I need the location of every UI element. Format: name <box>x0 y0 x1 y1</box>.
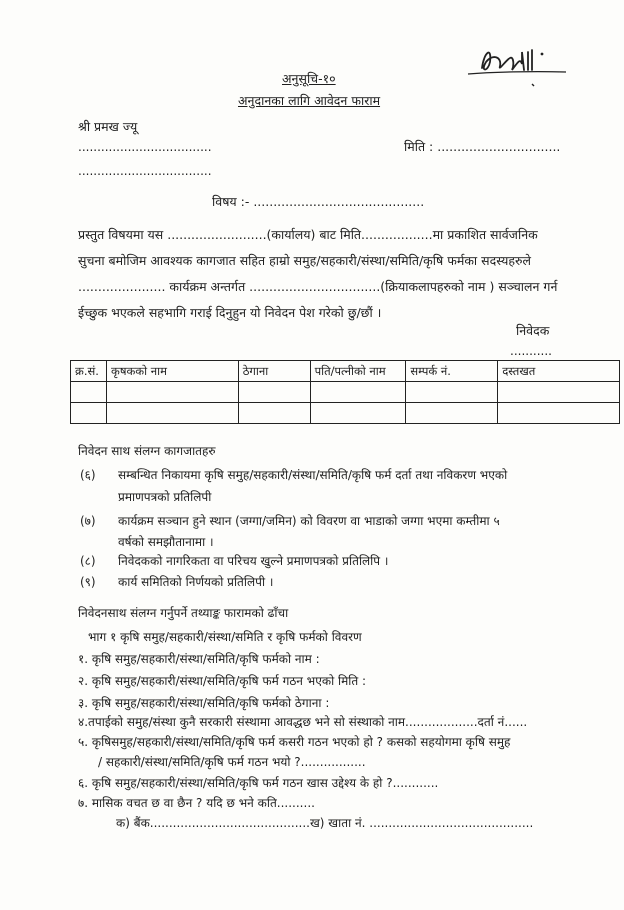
attachment-number: (७) <box>80 514 96 528</box>
table-header-row <box>71 361 620 382</box>
form-title: अनुदानका लागि आवेदन फाराम <box>238 93 381 108</box>
column-header: कृषकको नाम <box>106 361 238 382</box>
body-line: सुचना बमोजिम आवश्यक कागजात सहित हाम्रो समुह/सहकारी/संस्था/समिति/कृषि फर्मका सदस्यहरुले <box>78 253 531 268</box>
address-line-2: ................................... <box>78 164 212 178</box>
body-line: ...................... कार्यक्रम अन्तर्गत .................................(क्रियाकलापहरुको नाम ) सञ्चालन गर्न <box>78 279 558 294</box>
date-field: मिति : ............................... <box>404 139 561 154</box>
column-header: क्र.सं. <box>71 361 107 382</box>
annex-label: अनुसूचि-१० <box>282 71 336 86</box>
question-5-cont: / सहकारी/संस्था/समिति/कृषि फर्म गठन भयो ?................. <box>98 755 366 769</box>
body-line: ईच्छुक भएकले सहभागि गराई दिनुहुन यो निवेदन पेश गरेको छु/छौं । <box>78 305 382 320</box>
question-2: २. कृषि समुह/सहकारी/संस्था/समिति/कृषि फर्म गठन भएको मिति : <box>78 674 367 688</box>
attachment-number: (६) <box>80 468 96 482</box>
details-heading: निवेदनसाथ संलग्न गर्नुपर्ने तथ्याङ्क फारामको ढाँचा <box>78 606 289 620</box>
table-cell <box>498 403 620 424</box>
column-header: सम्पर्क नं. <box>406 361 498 382</box>
body-line: प्रस्तुत विषयमा यस .........................(कार्यालय) बाट मिति..................मा प्रकाशित सार्वजनिक <box>78 227 538 242</box>
addressee: श्री प्रमख ज्यू <box>78 119 138 134</box>
question-7-bank: क) बैंक..........................................ख) खाता नं. ........................................... <box>116 816 534 830</box>
attachments-heading: निवेदन साथ संलग्न कागजातहरु <box>78 444 216 458</box>
table-cell <box>310 382 406 403</box>
handwritten-signature <box>462 32 572 92</box>
column-header: पति/पत्नीको नाम <box>310 361 406 382</box>
attachment-text: सम्बन्धित निकायमा कृषि समुह/सहकारी/संस्था/समिति/कृषि फर्म दर्ता तथा नविकरण भएको <box>118 468 508 482</box>
table-row <box>71 382 620 403</box>
attachment-text: निवेदकको नागरिकता वा परिचय खुल्ने प्रमाणपत्रको प्रतिलिपि । <box>118 554 389 568</box>
attachment-text: कार्य समितिको निर्णयको प्रतिलिपी । <box>118 575 274 589</box>
part-heading: भाग १ कृषि समुह/सहकारी/संस्था/समिति र कृषि फर्मको विवरण <box>88 630 362 644</box>
table-cell <box>238 382 310 403</box>
question-6: ६. कृषि समुह/सहकारी/संस्था/समिति/कृषि फर्म गठन खास उद्देश्य के हो ?............ <box>78 776 439 790</box>
table-cell <box>106 403 238 424</box>
applicant-label: निवेदक <box>516 323 550 338</box>
subject-field: विषय :- ........................................... <box>212 194 425 209</box>
table-cell <box>406 382 498 403</box>
question-7: ७. मासिक वचत छ वा छैन ? यदि छ भने कति.......... <box>78 796 315 810</box>
table-cell <box>310 403 406 424</box>
attachment-number: (८) <box>80 554 96 568</box>
application-body <box>78 222 610 326</box>
table-cell <box>498 382 620 403</box>
question-4: ४.तपाईको समुह/संस्था कुनै सरकारी संस्थामा आवद्धछ भने सो संस्थाको नाम...................दर्ता नं...... <box>78 715 528 729</box>
table-cell <box>71 403 107 424</box>
column-header: दस्तखत <box>498 361 620 382</box>
attachment-number: (९) <box>80 575 96 589</box>
table-cell <box>71 382 107 403</box>
table-cell <box>406 403 498 424</box>
question-1: १. कृषि समुह/सहकारी/संस्था/समिति/कृषि फर्मको नाम : <box>78 652 320 666</box>
address-line-1: ................................... <box>78 140 212 154</box>
attachment-text-cont: वर्षको समझौतानामा । <box>118 535 214 549</box>
attachment-text-cont: प्रमाणपत्रको प्रतिलिपी <box>118 490 212 504</box>
question-3: ३. कृषि समुह/सहकारी/संस्था/समिति/कृषि फर्मको ठेगाना : <box>78 696 330 710</box>
members-table <box>70 360 620 424</box>
table-cell <box>238 403 310 424</box>
attachment-text: कार्यक्रम सञ्चान हुने स्थान (जग्गा/जमिन) को विवरण वा भाडाको जग्गा भएमा कम्तीमा ५ <box>118 514 500 528</box>
question-5: ५. कृषिसमुह/सहकारी/संस्था/समिति/कृषि फर्म कसरी गठन भएको हो ? कसको सहयोगमा कृषि समुह <box>78 735 511 749</box>
applicant-dots: ........... <box>510 344 552 358</box>
table-cell <box>106 382 238 403</box>
column-header: ठेगाना <box>238 361 310 382</box>
table-row <box>71 403 620 424</box>
